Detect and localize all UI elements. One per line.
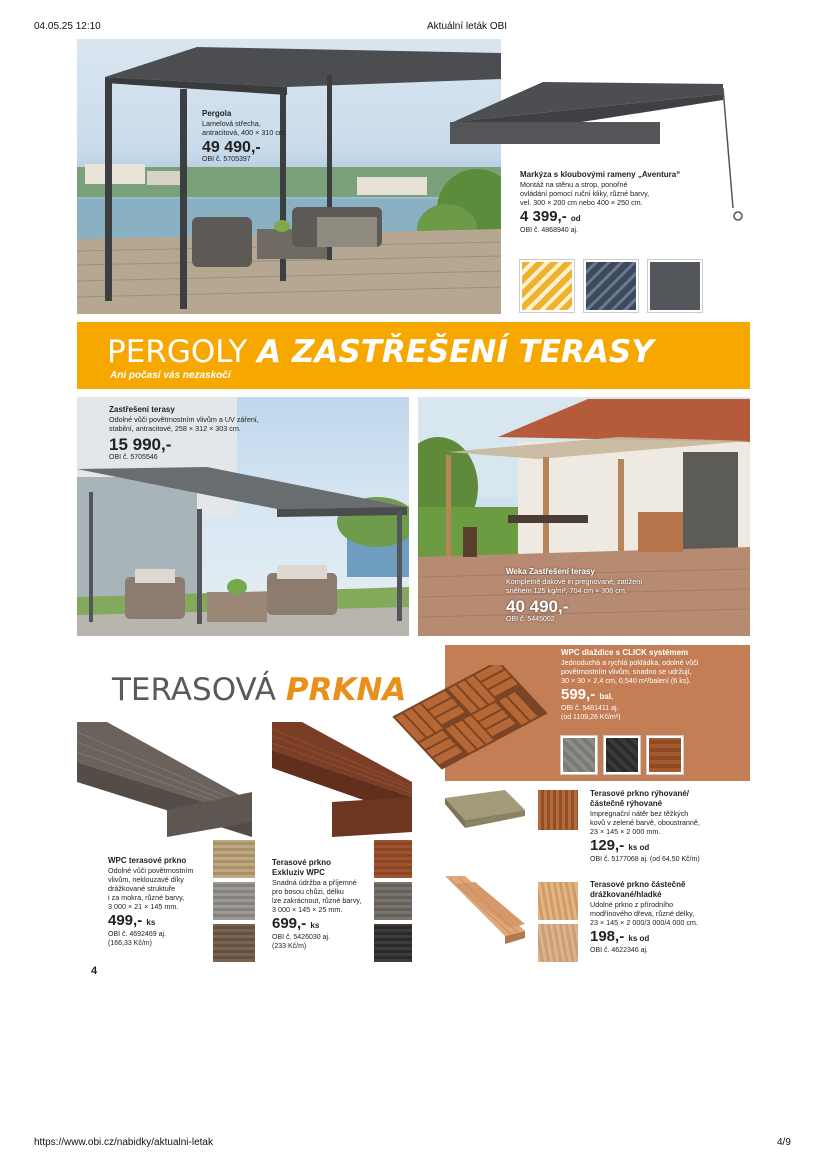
tiles-sku-1: OBI č. 5481411 aj. [561,705,619,712]
wpc-board-title: WPC terasové prkno [108,856,187,865]
wpc-board-desc-4: i za mokra, různé barvy, [108,893,185,902]
weka-desc-2: sněhem 125 kg/m², 704 cm × 306 cm. [506,586,627,595]
banner-decking-bold: PRKNA [285,672,407,708]
wpc-board-desc-3: drážkované struktuře [108,884,176,893]
awning-price-suffix: od [570,214,581,223]
smooth-board-sku: OBI č. 4622346 aj. [590,947,648,954]
wpc-board-illustration [77,722,252,842]
wpc-board-swatch-grey [213,882,255,920]
grooved-board-illustration [445,790,525,830]
wpc-board-desc-1: Odolné vůči povětrnostním [108,866,194,875]
weka-sku: OBI č. 5445002 [506,616,555,623]
grooved-board-desc-3: 23 × 145 × 2 000 mm. [590,827,661,836]
pergola-desc-2: antracitová, 400 × 310 cm. [202,128,287,137]
banner-pergolas-light: PERGOLY [107,334,258,370]
weka-photo [418,397,750,636]
tiles-price: 599,- [561,686,596,703]
banner-pergolas-subtitle: Ani počasí vás nezaskočí [110,370,231,381]
wpc-board-price-suffix: ks [146,918,156,927]
wpc-board-swatch-beige [213,840,255,878]
awning-desc-3: vel. 300 × 200 cm nebo 400 × 250 cm. [520,198,643,207]
terrace-roof-sku: OBI č. 5705546 [109,454,158,461]
awning-title: Markýza s kloubovými rameny „Aventura“ [520,170,681,179]
print-datetime: 04.05.25 12:10 [34,21,101,32]
wpc-board-desc-5: 3 000 × 21 × 145 mm. [108,902,179,911]
banner-decking-light: TERASOVÁ [112,672,286,708]
page-number: 4 [91,965,98,977]
pergola-sku: OBI č. 5705397 [202,156,251,163]
awning-swatch-grey [648,260,702,312]
wpc-board-price: 499,- [108,912,143,929]
pergola-price: 49 490,- [202,139,261,156]
tiles-swatch-dark [604,736,640,774]
grooved-board-desc-2: kovů v zelené barvě, oboustranně, [590,818,700,827]
smooth-board-image [445,876,525,946]
wpc-board-sku-1: OBI č. 4692469 aj. [108,931,166,938]
terrace-roof-desc-1: Odolné vůči povětrnostním vlivům a UV záření, [109,415,259,424]
footer-url[interactable]: https://www.obi.cz/nabidky/aktualni-letak [34,1137,213,1148]
exkluziv-swatch-dark [374,924,412,962]
smooth-board-title-2: drážkované/hladké [590,890,662,899]
terrace-roof-desc-2: stabilní, antracitové, 258 × 312 × 303 cm. [109,424,241,433]
exkluziv-price: 699,- [272,915,307,932]
smooth-board-swatch-2 [538,924,578,962]
grooved-board-price: 129,- [590,837,625,854]
exkluziv-sku-1: OBI č. 5426030 aj. [272,934,330,941]
exkluziv-desc-4: 3 000 × 145 × 25 mm. [272,905,343,914]
tiles-desc-1: Jednoduchá a rychlá pokládka, odolné vůči [561,658,699,667]
footer-page: 4/9 [777,1137,791,1148]
exkluziv-board-image [272,722,412,842]
weka-desc-1: Kompletně dakové in pregnované, zatížení [506,577,643,586]
tiles-illustration [388,665,553,775]
pergola-photo [77,39,501,314]
awning-desc-1: Montáž na stěnu a strop, ponořné [520,180,628,189]
exkluziv-swatch-grey [374,882,412,920]
awning-price: 4 399,- [520,208,567,225]
smooth-board-swatch-1 [538,882,578,920]
smooth-board-desc-3: 23 × 145 × 2 000/3 000/4 000 cm. [590,918,698,927]
banner-decking [112,672,406,708]
awning-swatch-yellow-stripe [520,260,574,312]
terrace-roof-photo [77,397,409,636]
exkluziv-title-2: Exkluziv WPC [272,868,325,877]
pergola-illustration [77,39,501,314]
tiles-price-suffix: bal. [599,692,614,701]
exkluziv-desc-1: Snadná údržba a příjemné [272,878,357,887]
print-title: Aktuální leták OBI [427,21,508,32]
terrace-roof-price: 15 990,- [109,435,172,454]
wpc-board-desc-2: vlivům, neklouzavé díky [108,875,184,884]
smooth-board-desc-2: modřínového dřeva, různé délky, [590,909,695,918]
grooved-board-title-2: částečně rýhované [590,799,663,808]
wpc-board-sku-2: (166,33 Kč/m) [108,939,152,947]
terrace-roof-title: Zastřešení terasy [109,405,175,414]
smooth-board-title-1: Terasové prkno částečně [590,880,686,889]
wpc-board-image [77,722,252,842]
grooved-board-image [445,790,525,830]
smooth-board-desc-1: Udolné prkno z přírodního [590,900,674,909]
exkluziv-desc-3: lze zakrácnout, různé barvy, [272,896,362,905]
tiles-image [388,665,553,775]
tiles-sku-2: (od 1109,26 Kč/m²) [561,713,621,721]
tiles-title: WPC dlaždice s CLICK systémem [561,648,689,657]
tiles-swatch-brown [647,736,683,774]
tiles-swatch-grey [561,736,597,774]
grooved-board-swatch [538,790,578,830]
exkluziv-desc-2: pro bosou chůzi, délku [272,887,344,896]
exkluziv-swatch-brown [374,840,412,878]
grooved-board-desc-1: Impregnační nátěr bez těžkých [590,809,689,818]
exkluziv-board-illustration [272,722,412,842]
exkluziv-sku-2: (233 Kč/m) [272,942,307,950]
tiles-desc-3: 30 × 30 × 2,4 cm, 0,540 m²/balení (6 ks). [561,676,691,685]
smooth-board-price: 198,- [590,928,625,945]
exkluziv-title-1: Terasové prkno [272,858,331,867]
banner-pergolas [77,322,750,389]
pergola-desc-1: Lamelová střecha, [202,119,261,128]
weka-price: 40 490,- [506,597,569,616]
awning-desc-2: ovládání pomocí ruční kliky, různé barvy, [520,189,650,198]
tiles-desc-2: povětrnostním vlivům, snadno se udržují, [561,667,692,676]
wpc-board-swatch-brown [213,924,255,962]
smooth-board-price-suffix: ks od [628,934,650,943]
awning-swatch-blue-stripe [584,260,638,312]
weka-title: Weka Zastřešení terasy [506,567,595,576]
grooved-board-title-1: Terasové prkno rýhované/ [590,789,689,798]
grooved-board-sku: OBI č. 5177068 aj. (od 64,50 Kč/m) [590,856,700,863]
banner-pergolas-bold: A ZASTŘEŠENÍ TERASY [257,334,654,370]
pergola-title: Pergola [202,109,232,118]
grooved-board-price-suffix: ks od [628,843,650,852]
smooth-board-illustration [445,876,525,946]
awning-sku: OBI č. 4868940 aj. [520,227,578,234]
exkluziv-price-suffix: ks [310,921,320,930]
